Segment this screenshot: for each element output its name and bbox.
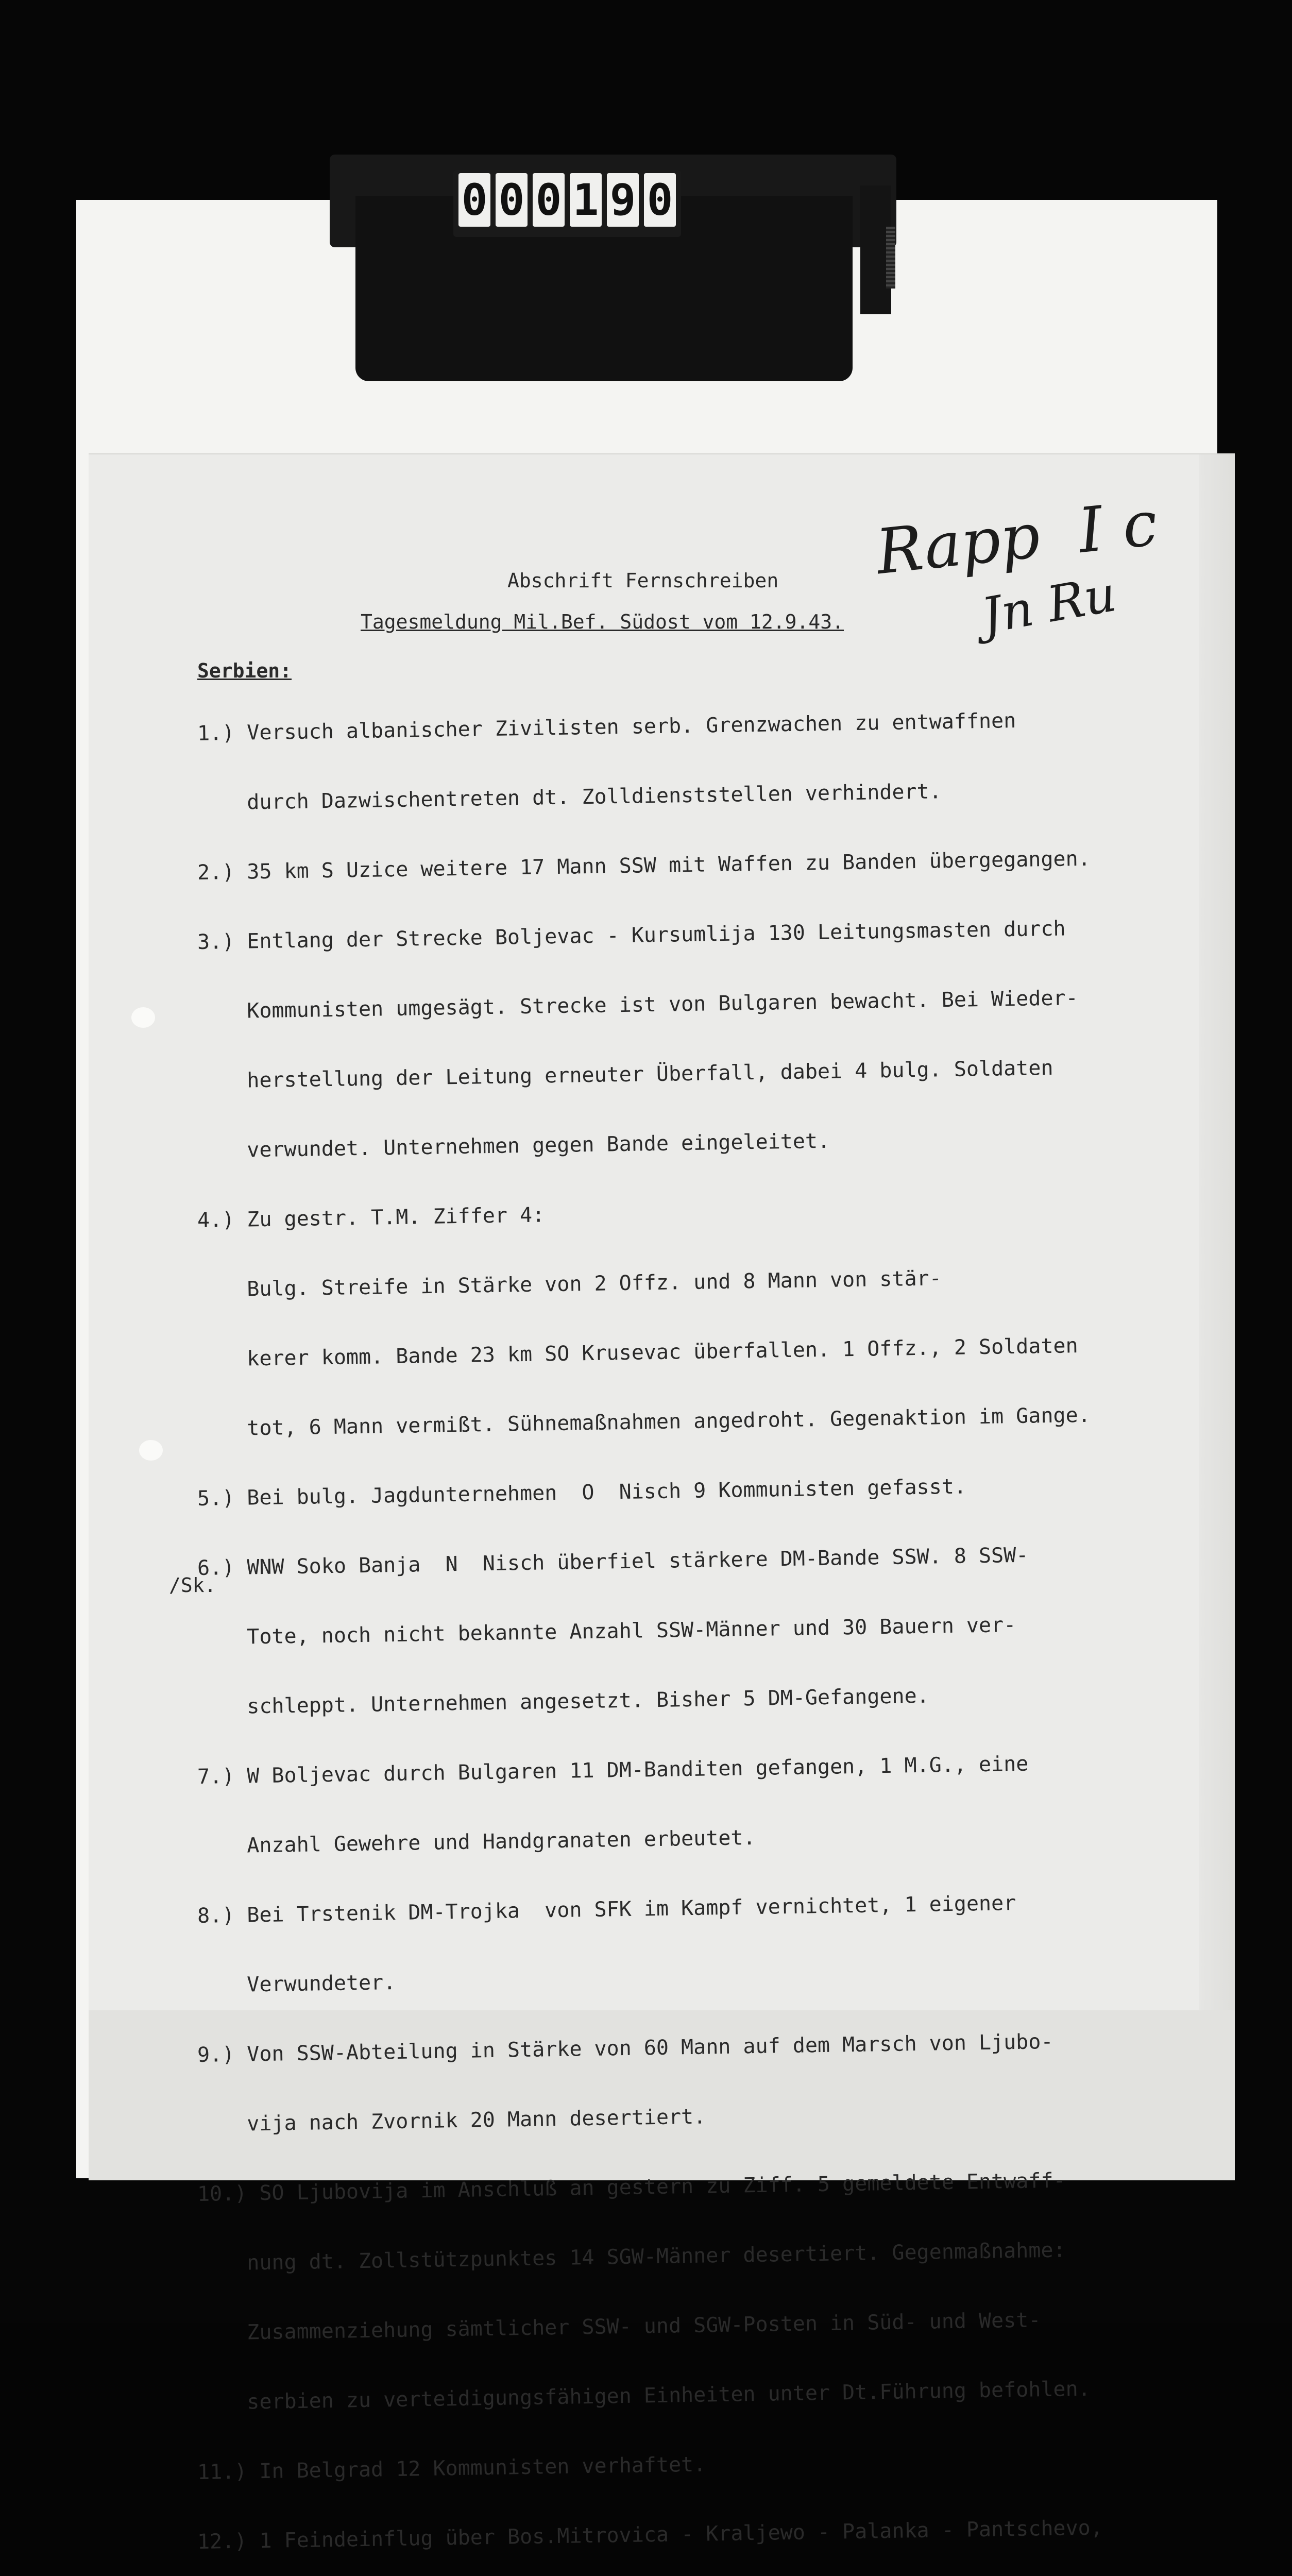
- text-line: Bulg. Streife in Stärke von 2 Offz. und 8 Mann von stär-: [197, 1266, 942, 1302]
- handwritten-initials: Jn Ru: [977, 566, 1120, 645]
- counter-digit: 0: [496, 173, 528, 227]
- text-line: 7.) W Boljevac durch Bulgaren 11 DM-Banditen gefangen, 1 M.G., eine: [197, 1752, 1029, 1789]
- text-line: herstellung der Leitung erneuter Überfall, dabei 4 bulg. Soldaten: [197, 1056, 1053, 1093]
- handwritten-note: Rapp I c: [873, 487, 1161, 589]
- text-line: Kommunisten umgesägt. Strecke ist von Bulgaren bewacht. Bei Wieder-: [197, 986, 1078, 1024]
- counter-digit: 0: [458, 173, 490, 227]
- counter-digit: 0: [533, 173, 565, 227]
- text-line: Verwundeter.: [197, 1970, 396, 1997]
- text-line: Anzahl Gewehre und Handgranaten erbeutet.: [197, 1825, 756, 1858]
- document-heading: Abschrift Fernschreiben: [507, 569, 779, 592]
- document-subheading: Tagesmeldung Mil.Bef. Südost vom 12.9.43.: [361, 611, 844, 633]
- text-line: verwundet. Unternehmen gegen Bande eingeleitet.: [197, 1129, 830, 1163]
- text-line: 1.) Versuch albanischer Zivilisten serb. Grenzwachen zu entwaffnen: [197, 709, 1016, 745]
- text-line: schleppt. Unternehmen angesetzt. Bisher 5 DM-Gefangene.: [197, 1684, 930, 1719]
- text-line: 5.) Bei bulg. Jagdunternehmen O Nisch 9 Kommunisten gefasst.: [197, 1475, 967, 1511]
- text-line: nung dt. Zollstützpunktes 14 SGW-Männer desertiert. Gegenmaßnahme:: [197, 2238, 1066, 2276]
- text-line: durch Dazwischentreten dt. Zolldienststellen verhindert.: [197, 779, 942, 815]
- counter-digit: 0: [644, 173, 676, 227]
- text-line: 8.) Bei Trstenik DM-Trojka von SFK im Kampf vernichtet, 1 eigener: [197, 1891, 1016, 1928]
- text-line: 9.) Von SSW-Abteilung in Stärke von 60 Mann auf dem Marsch von Ljubo-: [197, 2029, 1053, 2067]
- text-line: kerer komm. Bande 23 km SO Krusevac überfallen. 1 Offz., 2 Soldaten: [197, 1334, 1078, 1371]
- text-line: tot, 6 Mann vermißt. Sühnemaßnahmen angedroht. Gegenaktion im Gange.: [197, 1403, 1091, 1441]
- text-line: Zusammenziehung sämtlicher SSW- und SGW-Posten in Süd- und West-: [197, 2308, 1041, 2345]
- counter-digit: 1: [570, 173, 602, 227]
- text-line: 10.) SO Ljubovija im Anschluß an gestern zu Ziff. 5 gemeldete Entwaff-: [197, 2168, 1066, 2206]
- text-line: 3.) Entlang der Strecke Boljevac - Kursumlija 130 Leitungsmasten durch: [197, 917, 1066, 954]
- clip-ridge: [886, 227, 895, 289]
- counter-digit: 9: [607, 173, 639, 227]
- page-edge: [1199, 454, 1235, 2180]
- document-footer: /Sk.: [169, 1574, 216, 1597]
- text-line: 4.) Zu gestr. T.M. Ziffer 4:: [197, 1203, 545, 1232]
- text-line: serbien zu verteidigungsfähigen Einheiten unter Dt.Führung befohlen.: [197, 2377, 1091, 2415]
- document-body: [197, 676, 1103, 2576]
- text-line: 12.) 1 Feindeinflug über Bos.Mitrovica - Kraljewo - Palanka - Pantschevo,: [197, 2516, 1103, 2554]
- text-line: 2.) 35 km S Uzice weitere 17 Mann SSW mit Waffen zu Banden übergegangen.: [197, 846, 1091, 885]
- margin-punch-mark: [139, 1440, 163, 1461]
- text-line: Tote, noch nicht bekannte Anzahl SSW-Männer und 30 Bauern ver-: [197, 1613, 1016, 1650]
- text-line: 11.) In Belgrad 12 Kommunisten verhaftet.: [197, 2452, 706, 2484]
- margin-punch-mark: [131, 1007, 155, 1028]
- text-line: 6.) WNW Soko Banja N Nisch überfiel stärkere DM-Bande SSW. 8 SSW-: [197, 1543, 1029, 1580]
- text-line: vija nach Zvornik 20 Mann desertiert.: [197, 2105, 706, 2137]
- section-title: Serbien:: [197, 659, 292, 682]
- frame-counter: [453, 170, 681, 237]
